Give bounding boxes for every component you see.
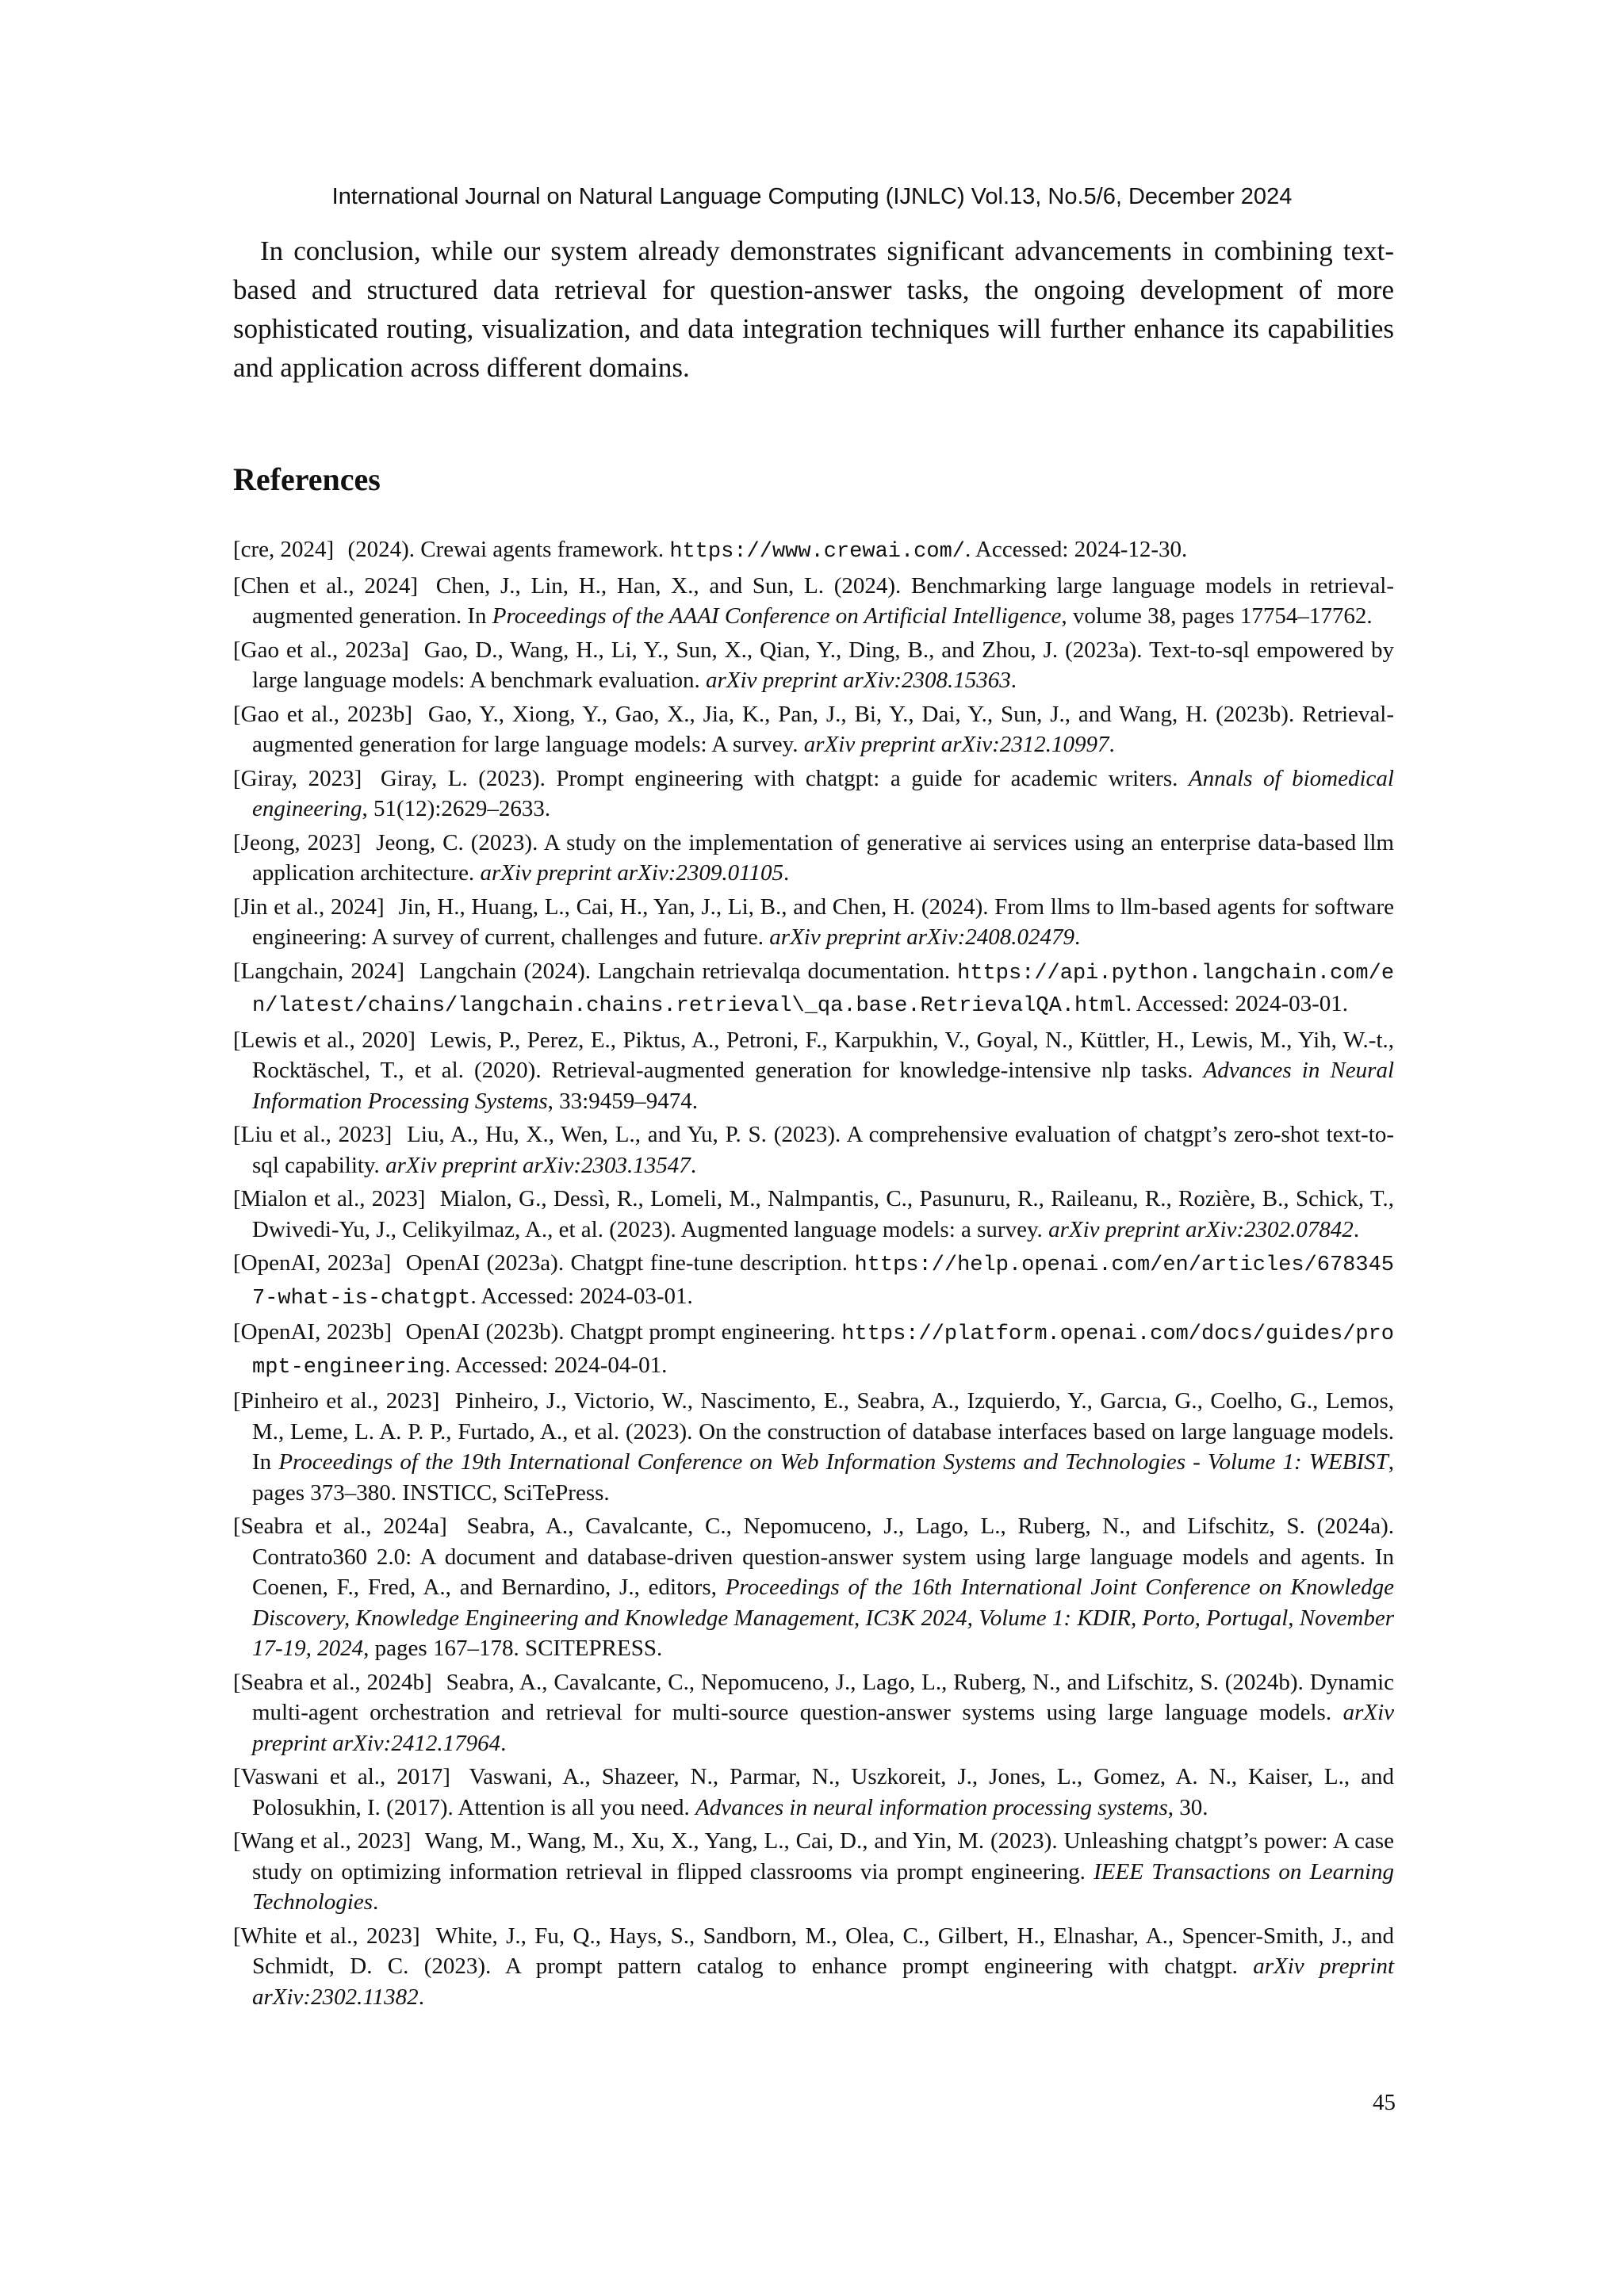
reference-url[interactable]: https://help.openai.com/en/articles/6783457-what-is-chatgpt — [252, 1253, 1394, 1311]
reference-venue: arXiv preprint arXiv:2302.11382 — [252, 1954, 1395, 2010]
reference-venue: Annals of biomedical engineering — [252, 765, 1394, 821]
reference-text: Seabra, A., Cavalcante, C., Nepomuceno, J., Lago, L., Ruberg, N., and Lifschitz, S. (2024b). Dynamic multi-agent orchestration and retrieval for multi-source question-answer systems using large language models. — [252, 1669, 1394, 1725]
reference-url[interactable]: https://www.crewai.com/ — [669, 540, 965, 564]
reference-key: [Pinheiro et al., 2023] — [233, 1388, 440, 1414]
reference-key: [Liu et al., 2023] — [233, 1122, 393, 1147]
reference-entry — [233, 1511, 1394, 1664]
reference-entry — [233, 534, 1394, 568]
page-body — [233, 232, 1394, 2015]
reference-url[interactable]: https://api.python.langchain.com/en/latest/chains/langchain.chains.retrieval\_qa.base.RetrievalQA.html — [252, 961, 1395, 1018]
reference-text: (2024). Crewai agents framework. — [347, 537, 665, 562]
reference-entry — [233, 956, 1394, 1022]
reference-venue: arXiv preprint arXiv:2302.07842 — [1048, 1216, 1354, 1242]
reference-text: White, J., Fu, Q., Hays, S., Sandborn, M., Olea, C., Gilbert, H., Elnashar, A., Spencer-Smith, J., and Schmidt, D. C. (2023). A prompt pattern catalog to enhance prompt engineering with chatgpt. — [252, 1923, 1394, 1979]
reference-entry — [233, 1317, 1394, 1383]
reference-key: [Seabra et al., 2024b] — [233, 1669, 432, 1695]
reference-entry — [233, 763, 1394, 825]
reference-key: [Giray, 2023] — [233, 765, 362, 791]
reference-tail: , 51(12):2629–2633. — [362, 796, 551, 821]
reference-text: Gao, D., Wang, H., Li, Y., Sun, X., Qian, Y., Ding, B., and Zhou, J. (2023a). Text-to-sql empowered by large language models: A benchmark evaluation. — [252, 637, 1395, 693]
reference-tail: , volume 38, pages 17754–17762. — [1061, 603, 1373, 629]
reference-key: [Jeong, 2023] — [233, 829, 362, 855]
reference-key: [Mialon et al., 2023] — [233, 1186, 426, 1211]
reference-entry — [233, 1667, 1394, 1759]
reference-text: Langchain (2024). Langchain retrievalqa documentation. — [419, 958, 951, 984]
reference-entry — [233, 1184, 1394, 1245]
reference-key: [Seabra et al., 2024a] — [233, 1513, 447, 1539]
reference-entry — [233, 1386, 1394, 1508]
reference-entry — [233, 571, 1394, 632]
reference-entry — [233, 699, 1394, 760]
reference-key: [cre, 2024] — [233, 537, 335, 562]
reference-tail: . — [1074, 924, 1081, 950]
reference-key: [Gao et al., 2023b] — [233, 701, 413, 727]
reference-venue: Proceedings of the 19th International Conference on Web Information Systems and Technologies - Volume 1: WEBIST — [278, 1449, 1388, 1475]
reference-entry — [233, 1921, 1394, 2013]
reference-key: [Jin et al., 2024] — [233, 894, 385, 920]
reference-entry — [233, 1826, 1394, 1918]
reference-key: [Wang et al., 2023] — [233, 1828, 412, 1854]
reference-venue: arXiv preprint arXiv:2309.01105 — [480, 860, 784, 886]
reference-text: Mialon, G., Dessì, R., Lomeli, M., Nalmpantis, C., Pasunuru, R., Raileanu, R., Rozière, B., Schick, T., Dwivedi-Yu, J., Celikyilmaz, A., et al. (2023). Augmented language models: a survey. — [252, 1186, 1394, 1242]
reference-tail: . — [690, 1152, 697, 1178]
references-heading: References — [233, 461, 381, 497]
reference-venue: arXiv preprint arXiv:2412.17964 — [252, 1700, 1394, 1756]
reference-key: [Lewis et al., 2020] — [233, 1027, 416, 1053]
reference-text: Vaswani, A., Shazeer, N., Parmar, N., Uszkoreit, J., Jones, L., Gomez, A. N., Kaiser, L., and Polosukhin, I. (2017). Attention is all you need. — [252, 1764, 1394, 1820]
reference-url[interactable]: https://platform.openai.com/docs/guides/prompt-engineering — [252, 1322, 1395, 1380]
reference-venue: arXiv preprint arXiv:2408.02479 — [769, 924, 1075, 950]
conclusion-paragraph: In conclusion, while our system already demonstrates significant advancements in combining text-based and structured data retrieval for question-answer tasks, the ongoing development of more sophisticated routing, visualization, and data integration techniques will further enhance its capabilities and application across different domains. — [233, 235, 1394, 383]
reference-text: Liu, A., Hu, X., Wen, L., and Yu, P. S. (2023). A comprehensive evaluation of chatgpt’s zero-shot text-to-sql capability. — [252, 1122, 1395, 1178]
reference-text: Wang, M., Wang, M., Xu, X., Yang, L., Cai, D., and Yin, M. (2023). Unleashing chatgpt’s power: A case study on optimizing information retrieval in flipped classrooms via prompt engineering. — [252, 1828, 1395, 1885]
reference-text: Pinheiro, J., Victorio, W., Nascimento, E., Seabra, A., Izquierdo, Y., Garcıa, G., Coelho, G., Lemos, M., Leme, L. A. P. P., Furtado, A., et al. (2023). On the construction of database interfaces based on large language models. In — [252, 1388, 1394, 1475]
reference-key: [Chen et al., 2024] — [233, 572, 419, 599]
reference-text: Giray, L. (2023). Prompt engineering with chatgpt: a guide for academic writers. — [380, 765, 1178, 791]
reference-entry — [233, 1248, 1394, 1314]
reference-tail: . — [1010, 668, 1017, 693]
reference-venue: Advances in neural information processing systems — [695, 1794, 1168, 1820]
reference-text: OpenAI (2023a). Chatgpt fine-tune description. — [405, 1250, 848, 1276]
reference-entry — [233, 892, 1394, 953]
reference-entry — [233, 828, 1394, 889]
reference-list — [233, 534, 1394, 2012]
reference-venue: arXiv preprint arXiv:2308.15363 — [706, 668, 1011, 693]
reference-tail: , 33:9459–9474. — [547, 1088, 698, 1114]
reference-tail: . Accessed: 2024-03-01. — [470, 1283, 693, 1309]
reference-tail: , pages 373–380. INSTICC, SciTePress. — [252, 1449, 1394, 1506]
reference-entry — [233, 1762, 1394, 1823]
reference-tail: , pages 167–178. SCITEPRESS. — [363, 1636, 663, 1661]
page-number: 45 — [1373, 2090, 1396, 2115]
reference-venue: arXiv preprint arXiv:2303.13547 — [385, 1152, 691, 1178]
reference-venue: arXiv preprint arXiv:2312.10997 — [803, 732, 1109, 757]
reference-tail: , 30. — [1167, 1794, 1208, 1820]
reference-tail: . — [1353, 1216, 1360, 1242]
reference-entry — [233, 635, 1394, 696]
reference-text: Jin, H., Huang, L., Cai, H., Yan, J., Li, B., and Chen, H. (2024). From llms to llm-based agents for software engineering: A survey of current, challenges and future. — [252, 894, 1395, 950]
reference-venue: Proceedings of the AAAI Conference on Artificial Intelligence — [492, 603, 1062, 629]
reference-text: Gao, Y., Xiong, Y., Gao, X., Jia, K., Pan, J., Bi, Y., Dai, Y., Sun, J., and Wang, H. (2023b). Retrieval-augmented generation for large language models: A survey. — [252, 701, 1394, 757]
reference-tail: . — [418, 1984, 424, 2010]
reference-key: [Gao et al., 2023a] — [233, 637, 409, 663]
reference-tail: . Accessed: 2024-12-30. — [965, 537, 1188, 562]
reference-text: OpenAI (2023b). Chatgpt prompt engineering. — [405, 1319, 836, 1345]
reference-tail: . Accessed: 2024-03-01. — [1125, 991, 1349, 1016]
running-header: International Journal on Natural Language Computing (IJNLC) Vol.13, No.5/6, December 2024 — [331, 184, 1293, 209]
reference-key: [OpenAI, 2023b] — [233, 1319, 392, 1345]
reference-tail: . Accessed: 2024-04-01. — [445, 1352, 668, 1378]
reference-key: [White et al., 2023] — [233, 1923, 420, 1949]
reference-text: Lewis, P., Perez, E., Piktus, A., Petroni, F., Karpukhin, V., Goyal, N., Küttler, H., Lewis, M., Yih, W.-t., Rocktäschel, T., et al. (2020). Retrieval-augmented generation for knowledge-intensive nlp tasks. — [252, 1027, 1395, 1083]
reference-text: Seabra, A., Cavalcante, C., Nepomuceno, J., Lago, L., Ruberg, N., and Lifschitz, S. (2024a). Contrato360 2.0: A document and database-driven question-answer system using large language models and agents. In Coenen, F., Fred, A., and Bernardino, J., editors, — [252, 1513, 1394, 1600]
reference-tail: . — [372, 1889, 379, 1915]
reference-tail: . — [500, 1730, 507, 1756]
reference-tail: . — [1109, 732, 1115, 757]
reference-key: [Vaswani et al., 2017] — [233, 1764, 450, 1789]
reference-text: Jeong, C. (2023). A study on the implementation of generative ai services using an enterprise data-based llm application architecture. — [252, 829, 1394, 886]
reference-venue: Proceedings of the 16th International Joint Conference on Knowledge Discovery, Knowledge Engineering and Knowledge Management, IC3K 2024, Volume 1: KDIR, Porto, Portugal, November 17-19, 2024 — [252, 1575, 1395, 1661]
reference-venue: IEEE Transactions on Learning Technologies — [252, 1858, 1395, 1915]
reference-entry — [233, 1025, 1394, 1117]
reference-entry — [233, 1119, 1394, 1181]
reference-key: [Langchain, 2024] — [233, 958, 404, 984]
reference-tail: . — [783, 860, 790, 886]
reference-text: Chen, J., Lin, H., Han, X., and Sun, L. (2024). Benchmarking large language models in retrieval-augmented generation. In — [252, 572, 1395, 629]
reference-key: [OpenAI, 2023a] — [233, 1250, 392, 1276]
reference-venue: Advances in Neural Information Processing Systems — [252, 1058, 1395, 1114]
